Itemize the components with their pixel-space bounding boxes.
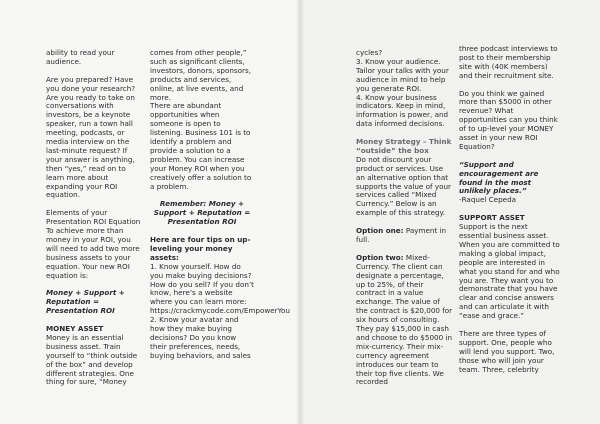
section-heading: Here are four tips on up-leveling your money assets: [150,235,251,262]
quote-author: -Raquel Cepeda [459,195,517,205]
quote: “Support and encouragement are found in the most unlikely places.” [459,159,539,196]
paragraph: comes from other people,” such as significant clients, investors, donors, sponsors, products and services, online, at live events, and more. [150,48,252,102]
option-one [356,227,454,245]
column-1 [46,49,144,396]
option-two [356,254,454,388]
paragraph: 2. Know your avatar and how they make buying decisions? Do you know their preferences, needs, buying behaviors, and sales [150,315,251,360]
paragraph: Do not discount your product or services. Use an alternative option that supports the value of your services called “Mixed Currency.” Below is an example of this strategy. [356,154,451,218]
column-4 [459,45,562,383]
paragraph: ability to read your audience. [46,48,115,66]
paragraph: 4. Know your business indicators. Keep in mind, information is power, and data informed decisions. [356,92,449,129]
option-text: Payment in full. [356,226,447,244]
roi-equation: Money + Support + Reputation = Presentation ROI [46,288,125,316]
section-heading: Money Strategy – Think “outside” the box [356,137,452,155]
paragraph: Money is an essential business asset. Train yourself to “think outside of the box” and develop different strategies. One thing for sure, “Money [46,332,138,387]
paragraph: 3. Know your audience. Tailor your talks with your audience in mind to help you generate ROI. [356,56,449,93]
paragraph: Support is the next essential business asset. When you are committed to making a global impact, people are interested in what you stand for and who you are. They want you to demonstrate that you have clear and concise answers and can articulate it with “ease and grace.” [459,222,560,321]
option-text: Mixed-Currency. The client can designate a percentage, up to 25%, of their contract in a value exchange. The value of the contract is $20,000 for six hours of consulting. They pay $15,000 in cash and choose to do $5000 in mix-currency. Their mix-currency agreement introduces our team to their top five clients. We recorded [356,252,453,387]
section-heading: SUPPORT ASSET [459,213,525,223]
column-2 [150,48,290,370]
paragraph: 1. Know yourself. How do you make buying decisions? How do you sell? If you don’t know, here’s a website where you can learn more: https://crackmycode.com/EmpowerYou [150,261,290,316]
paragraph: Are you prepared? Have you done your research? Are you ready to take on conversations with investors, be a keynote speaker, run a town hall meeting, podcasts, or media interview on the last-minute request? If your answer is anything, then “yes,” read on to learn more about expanding your ROI equation. [46,74,136,200]
section-heading: MONEY ASSET [46,324,104,334]
paragraph: There are abundant opportunities when someone is open to listening. Business 101 is to identify a problem and provide a solution to a problem. You can increase your Money ROI when you creatively offer a solution to a problem. [150,101,252,191]
column-3 [356,49,454,396]
paragraph: Elements of your Presentation ROI Equation To achieve more than money in your ROI, you will need to add two more business assets to your equation. Your new ROI equation is: [46,208,141,280]
option-label: Option two: [356,252,404,262]
paragraph: three podcast interviews to post to their membership site with (40K members) and their recruitment site. [459,44,558,80]
paragraph: There are three types of support. One, people who will lend you support. Two, those who will join your team. Three, celebrity [459,328,555,374]
reminder-callout: Remember: Money + Support + Reputation = Presentation ROI [153,199,251,227]
option-label: Option one: [356,226,404,236]
paragraph: Do you think we gained more than $5000 in other revenue? What opportunities can you think of to up-level your MONEY asset in your new ROI Equation? [459,88,558,151]
page-gutter [296,0,304,424]
paragraph: cycles? [356,48,383,57]
